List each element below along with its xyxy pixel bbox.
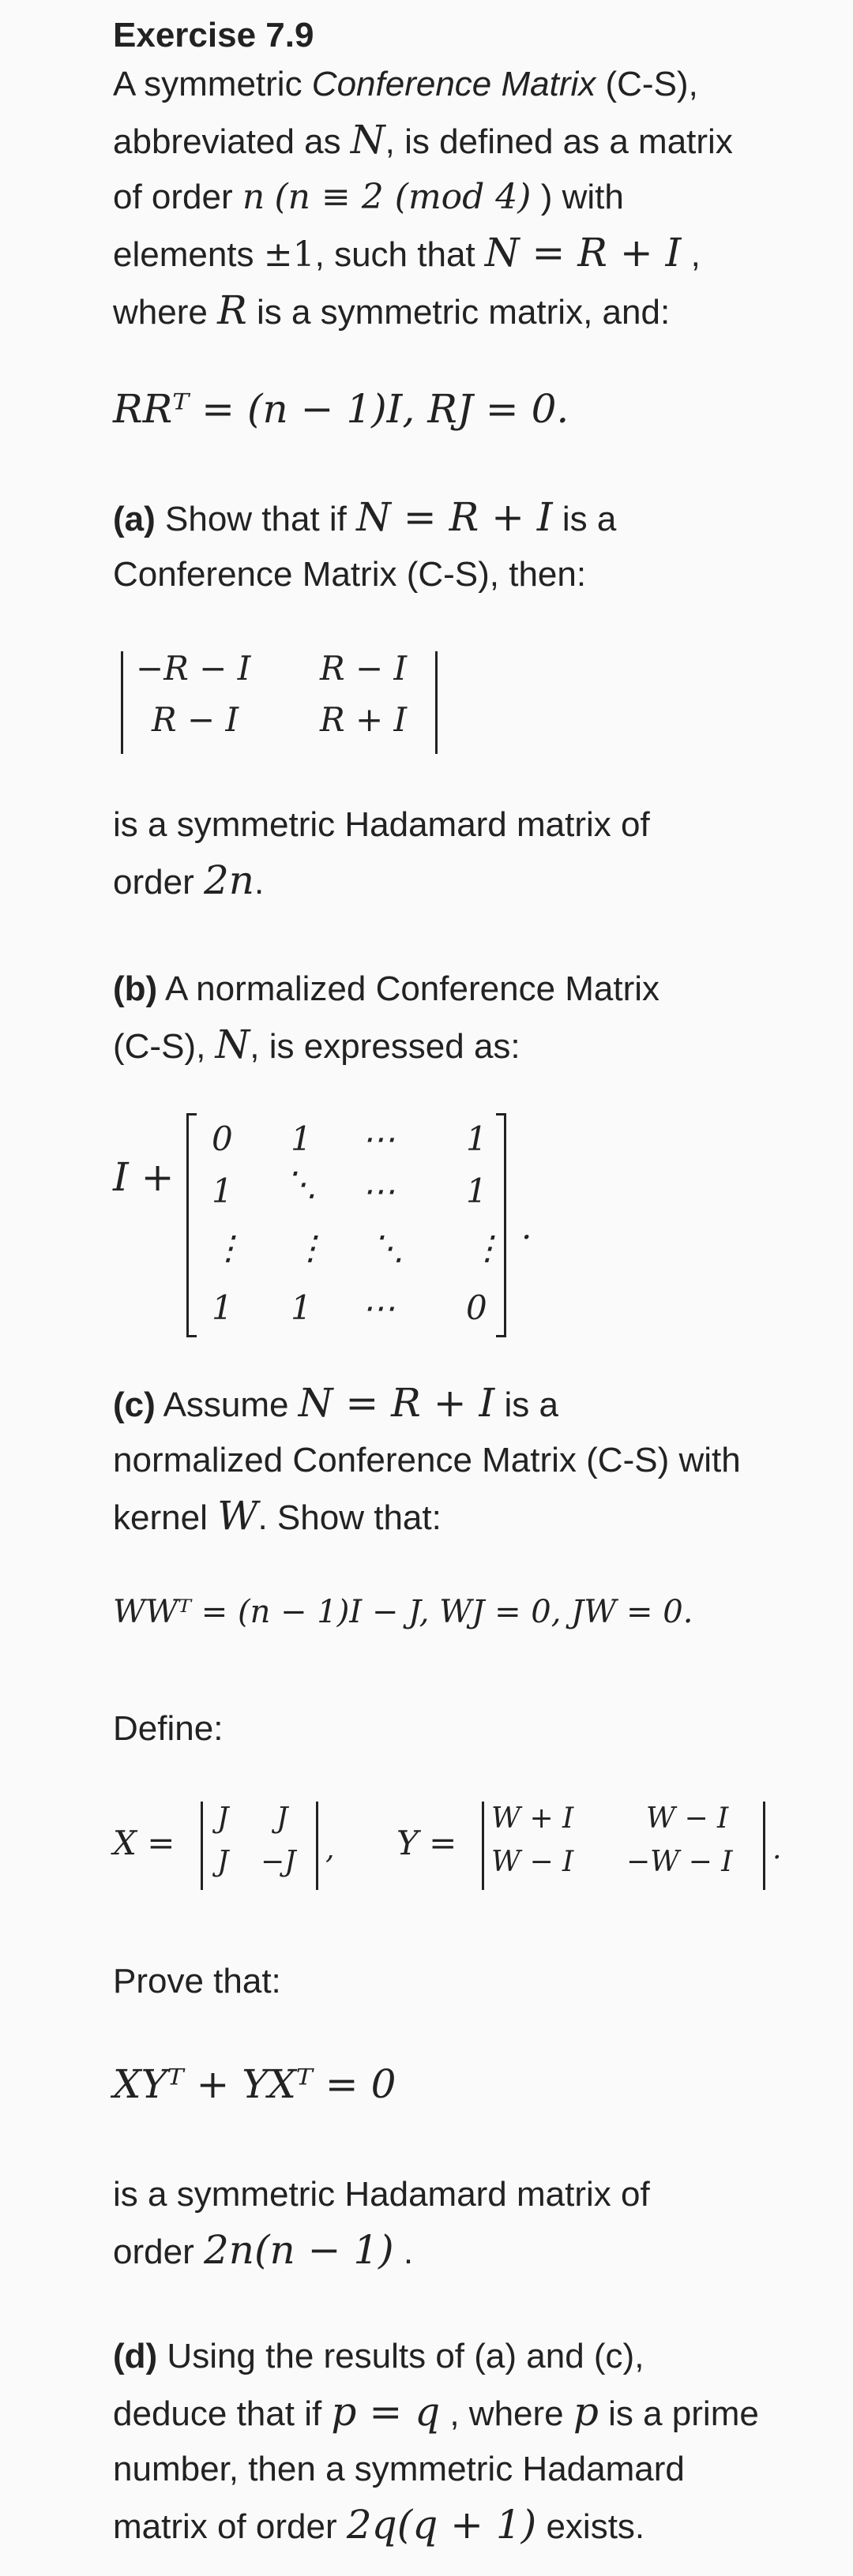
part-d-text	[113, 2329, 808, 2555]
matrix-r1-c2: 1	[291, 1119, 312, 1158]
det-cell-22: R + I	[320, 700, 408, 739]
part-b-line-2: (C-S), N, is expressed as:	[113, 1022, 520, 1067]
intro-line-5: where R is a symmetric matrix, and:	[113, 287, 671, 333]
x-left-bar	[201, 1802, 203, 1890]
part-a-conclusion-line-1: is a symmetric Hadamard matrix of	[113, 805, 650, 844]
x-label: X =	[113, 1824, 175, 1862]
part-c-define: Define:	[113, 1709, 224, 1748]
part-a-text	[113, 489, 808, 602]
exercise-title: Exercise 7.9	[113, 16, 314, 54]
part-b-line-1: (b) A normalized Conference Matrix	[113, 969, 660, 1008]
matrix-r4-c4: 0	[466, 1288, 487, 1327]
y-cell-11: W + I	[491, 1802, 574, 1835]
part-b-text	[113, 962, 808, 1074]
matrix-r4-c1: 1	[212, 1288, 233, 1327]
intro-line-2: abbreviated as N, is defined as a matrix	[113, 117, 733, 163]
part-c-conclusion	[113, 2167, 808, 2280]
y-cell-21: W − I	[491, 1846, 574, 1878]
part-a-line-2: Conference Matrix (C-S), then:	[113, 555, 587, 594]
matrix-r2-c1: 1	[212, 1172, 233, 1210]
x-cell-21: J	[217, 1846, 229, 1878]
xy-comma: ,	[325, 1833, 335, 1865]
xy-period: .	[772, 1833, 782, 1865]
matrix-r4-c3: ⋯	[362, 1288, 395, 1327]
x-cell-12: J	[276, 1802, 288, 1835]
y-cell-12: W − I	[646, 1802, 729, 1835]
x-right-bar	[316, 1802, 318, 1890]
intro-line-3: of order n (n ≡ 2 (mod 4) ) with	[113, 177, 624, 217]
matrix-r2-c4: 1	[466, 1172, 487, 1210]
part-a-conclusion	[113, 797, 808, 910]
matrix-r3-c2: ⋮	[294, 1228, 327, 1267]
matrix-right-bracket	[496, 1113, 506, 1337]
matrix-r1-c1: 0	[212, 1119, 233, 1158]
part-c-prove: Prove that:	[113, 1962, 281, 2000]
part-c-line-2: normalized Conference Matrix (C-S) with	[113, 1441, 741, 1479]
part-a-conclusion-line-2: order 2n.	[113, 857, 265, 903]
intro-line-4: elements ±1, such that N = R + I ,	[113, 230, 701, 276]
det-cell-12: R − I	[320, 649, 408, 688]
y-left-bar	[482, 1802, 484, 1890]
part-c-conclusion-line-1: is a symmetric Hadamard matrix of	[113, 2175, 650, 2214]
part-a-line-1: (a) Show that if N = R + I is a	[113, 494, 617, 540]
part-d-line-4: matrix of order 2q(q + 1) exists.	[113, 2502, 645, 2548]
matrix-r4-c2: 1	[291, 1288, 312, 1327]
det-left-bar	[121, 651, 123, 754]
part-c-equation: WWᵀ = (n − 1)I − J, WJ = 0, JW = 0.	[113, 1594, 693, 1630]
matrix-left-bracket	[186, 1113, 197, 1337]
matrix-r3-c3: ⋱	[371, 1228, 404, 1267]
part-c-line-3: kernel W. Show that:	[113, 1493, 442, 1539]
det-cell-11: −R − I	[136, 649, 251, 688]
part-d-line-2: deduce that if p = q , where p is a prime	[113, 2389, 759, 2435]
x-cell-22: −J	[261, 1846, 296, 1878]
matrix-r2-c2: ⋱	[284, 1164, 318, 1203]
matrix-r3-c1: ⋮	[212, 1228, 245, 1267]
det-cell-21: R − I	[152, 700, 239, 739]
y-label: Y =	[396, 1824, 457, 1862]
matrix-r3-c4: ⋮	[471, 1228, 504, 1267]
y-cell-22: −W − I	[626, 1846, 733, 1878]
det-right-bar	[435, 651, 438, 754]
y-right-bar	[763, 1802, 765, 1890]
part-c-line-1: (c) Assume N = R + I is a	[113, 1380, 558, 1426]
part-c-conclusion-line-2: order 2n(n − 1) .	[113, 2227, 414, 2273]
part-c-text	[113, 1375, 808, 1546]
part-d-line-1: (d) Using the results of (a) and (c),	[113, 2337, 644, 2375]
part-d-line-3: number, then a symmetric Hadamard	[113, 2450, 685, 2488]
intro-equation: RRᵀ = (n − 1)I, RJ = 0.	[113, 386, 569, 432]
matrix-prefix: I +	[113, 1154, 175, 1200]
intro-paragraph	[113, 57, 808, 340]
matrix-r1-c3: ⋯	[362, 1119, 395, 1158]
matrix-r1-c4: 1	[466, 1119, 487, 1158]
part-c-equation-2: XYᵀ + YXᵀ = 0	[113, 2061, 396, 2107]
matrix-r2-c3: ⋯	[362, 1172, 395, 1210]
matrix-end-period: .	[521, 1208, 532, 1247]
intro-line-1: A symmetric Conference Matrix (C-S),	[113, 65, 698, 103]
x-cell-11: J	[217, 1802, 229, 1835]
